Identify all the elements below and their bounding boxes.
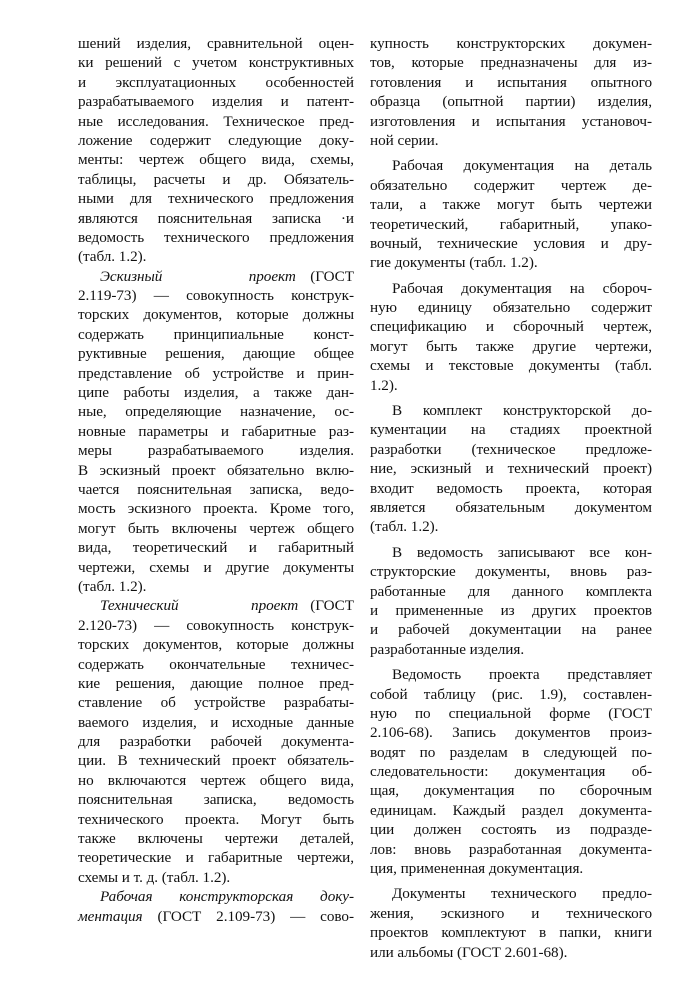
text-line: меры разрабатываемого изделия.: [78, 442, 354, 460]
paragraph-register-content: [370, 543, 652, 659]
paragraph-technical-proposal: [78, 34, 354, 267]
text-line: менты: чертеж общего вида, схемы,: [78, 151, 354, 169]
paragraph-sketch-project: [78, 267, 354, 597]
text-line: являются пояснительная записка ·и: [78, 209, 354, 227]
text-line: спецификацию и сборочный чертеж,: [370, 318, 652, 336]
term-sketch-project: Эскизный проект: [100, 267, 296, 285]
text-line: [78, 907, 354, 926]
text-line: представление об устройстве и прин-: [78, 364, 354, 382]
term-working-documentation: Рабочая конструкторская доку-: [100, 888, 354, 906]
text-line: В эскизный проект обязательно вклю-: [78, 461, 354, 479]
text-line: Рабочая документация на сбороч-: [392, 279, 652, 297]
paragraph-technical-project: [78, 596, 354, 887]
text-line: ложение содержит следующие доку-: [78, 131, 354, 149]
text-line: схемы и текстовые документы (табл.: [370, 357, 652, 375]
text-line: ведомость технического предложения: [78, 228, 354, 246]
text-line: и эксплуатационных особенностей: [78, 73, 354, 91]
text-line: мость эскизного проекта. Кроме того,: [78, 500, 354, 518]
text-line: таблицы, расчеты и др. Обязатель-: [78, 170, 354, 188]
paragraph-project-set: [370, 401, 652, 537]
text-line: или альбомы (ГОСТ 2.601-68).: [370, 943, 568, 961]
text-line: работанные для данного комплекта: [370, 582, 652, 600]
text-line: 1.2).: [370, 376, 398, 394]
text-line: (табл. 1.2).: [78, 248, 147, 266]
text-line: теоретические и габаритные чертежи,: [78, 849, 354, 867]
text-line: готовления и испытания опытного: [370, 73, 652, 91]
text-line: чается пояснительная записка, ведо-: [78, 480, 354, 498]
text-line: руктивные решения, дающие общее: [78, 345, 354, 363]
text-line: лов: вновь разработанная документа-: [370, 840, 652, 858]
text-line: чертежи, схемы и другие документы: [78, 558, 354, 576]
text-line: ние, эскизный и технический проект): [370, 460, 652, 478]
text-line: жения, эскизного и технического: [370, 904, 652, 922]
text-line: ную единицу обязательно содержит: [370, 299, 652, 317]
text-line: [78, 267, 354, 286]
text-line: [78, 596, 354, 615]
gost-label: (ГОСТ: [310, 597, 354, 615]
text-line: разработанные изделия.: [370, 640, 525, 658]
text-line: разрабатываемого изделия и патент-: [78, 93, 354, 111]
text-line: щая, документация по сборочным: [370, 782, 652, 800]
text-line: В комплект конструкторской до-: [392, 402, 652, 420]
text-line: торских документов, которые должны: [78, 306, 354, 324]
text-line: Рабочая документация на деталь: [392, 157, 652, 175]
text-line: обязательно содержит чертеж де-: [370, 176, 652, 194]
gost-label: (ГОСТ: [310, 267, 354, 285]
text-line: тали, а также могут быть чертежи: [370, 196, 652, 214]
text-line: новные параметры и габаритные раз-: [78, 422, 354, 440]
paragraph-assembly-docs: [370, 279, 652, 395]
text-line: теоретический, габаритный, упако-: [370, 215, 652, 233]
text-line: 2.120-73) — совокупность конструк-: [78, 616, 354, 634]
text-line: единицам. Каждый раздел документа-: [370, 801, 652, 819]
text-line: торских документов, которые должны: [78, 636, 354, 654]
paragraph-folders: [370, 884, 652, 962]
text-line: изготовления и испытания установоч-: [370, 112, 652, 130]
text-line: также включены чертежи деталей,: [78, 830, 354, 848]
text-line: структорские документы, вновь раз-: [370, 563, 652, 581]
text-line: но включаются чертеж общего вида,: [78, 771, 354, 789]
text-line: для разработки рабочей документа-: [78, 733, 354, 751]
text-line: ки решений с учетом конструктивных: [78, 54, 354, 72]
text-line: ной серии.: [370, 131, 439, 149]
left-column: [78, 34, 354, 926]
text-line: шений изделия, сравнительной оцен-: [78, 35, 354, 52]
text-line: схемы и т. д. (табл. 1.2).: [78, 868, 231, 886]
text-line: и рабочей документации на ранее: [370, 621, 652, 639]
text-line: разработки (техническое предложе-: [370, 440, 652, 458]
text-line: технического проекта. Могут быть: [78, 810, 354, 828]
text-line: ные, определяющие назначение, ос-: [78, 403, 354, 421]
text-line: пояснительная записка, ведомость: [78, 791, 354, 809]
text-line: кументации на стадиях проектной: [370, 421, 652, 439]
paragraph-working-doc-definition: [370, 34, 652, 150]
text-line: купность конструкторских докумен-: [370, 35, 652, 52]
text-line: водят по разделам в следующей по-: [370, 743, 652, 761]
text-line: ваемого изделия, и исходные данные: [78, 713, 354, 731]
text-line: (табл. 1.2).: [370, 518, 439, 536]
text-line: содержать принципиальные конст-: [78, 325, 354, 343]
paragraph-register-form: [370, 665, 652, 878]
text-line: собой таблицу (рис. 1.9), составлен-: [370, 685, 652, 703]
text-fragment: (ГОСТ 2.109-73) — сово-: [142, 907, 354, 925]
text-line: ции. В технический проект обязатель-: [78, 752, 354, 770]
term-working-documentation-end: ментация: [78, 907, 143, 925]
text-line: гие документы (табл. 1.2).: [370, 254, 538, 272]
text-line: образца (опытной партии) изделия,: [370, 93, 652, 111]
text-line: (табл. 1.2).: [78, 577, 147, 595]
text-line: ную по специальной форме (ГОСТ: [370, 704, 652, 722]
text-line: могут быть также другие чертежи,: [370, 337, 652, 355]
text-line: ция, примененная документация.: [370, 860, 584, 878]
text-line: ции должен состоять из подразде-: [370, 821, 652, 839]
right-column: [370, 34, 652, 962]
text-line: входит ведомость проекта, которая: [370, 479, 652, 497]
text-line: ципе работы изделия, а также дан-: [78, 384, 354, 402]
text-line: следовательности: документация об-: [370, 763, 652, 781]
text-line: содержать окончательные техничес-: [78, 655, 354, 673]
text-line: является обязательным документом: [370, 498, 652, 516]
text-line: вида, теоретический и габаритный: [78, 539, 354, 557]
text-line: могут быть включены чертеж общего: [78, 519, 354, 537]
paragraph-working-documentation: [78, 887, 354, 926]
text-line: ные исследования. Техническое пред-: [78, 112, 354, 130]
text-line: 2.119-73) — совокупность конструк-: [78, 287, 354, 305]
text-line: Ведомость проекта представляет: [392, 666, 652, 684]
text-line: проектов комплектуют в папки, книги: [370, 924, 652, 942]
text-line: и примененные из других проектов: [370, 601, 652, 619]
text-line: вочный, технические условия и дру-: [370, 234, 652, 252]
text-line: В ведомость записывают все кон-: [392, 543, 652, 561]
term-technical-project: Технический проект: [100, 597, 299, 615]
text-line: тов, которые предназначены для из-: [370, 54, 652, 72]
text-line: Документы технического предло-: [392, 885, 652, 903]
text-line: 2.106-68). Запись документов произ-: [370, 724, 652, 742]
paragraph-detail-docs: [370, 156, 652, 272]
text-line: кие решения, дающие полное пред-: [78, 674, 354, 692]
text-line: ставление об устройстве разрабаты-: [78, 694, 354, 712]
text-line: ными для технического предложения: [78, 190, 354, 208]
